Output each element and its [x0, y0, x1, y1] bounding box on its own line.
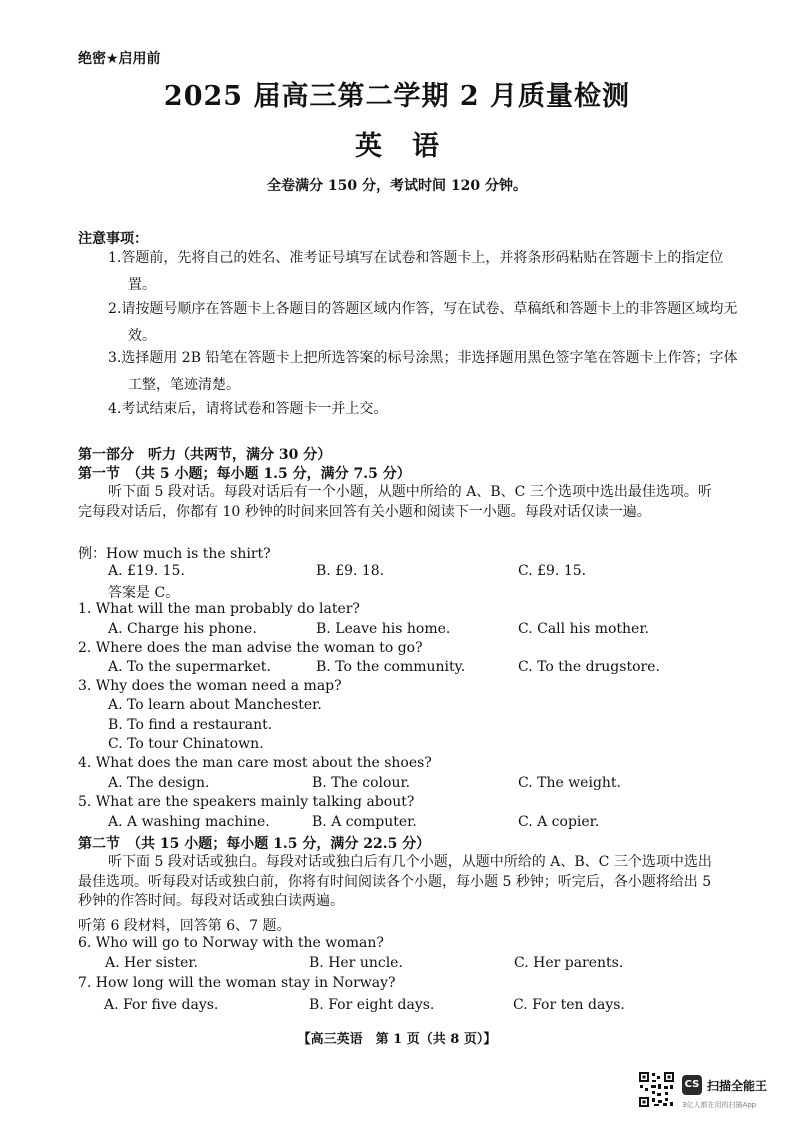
q6-option-a: A. Her sister. — [105, 955, 199, 971]
subject-title: 英语 — [355, 131, 469, 162]
camscanner-name: 扫描全能王 — [707, 1079, 768, 1093]
camscanner-tagline: 3亿人都在用的扫描App — [682, 1101, 757, 1109]
section2-heading: 第二节 （共 15 小题；每小题 1.5 分，满分 22.5 分） — [78, 836, 431, 852]
exam-title: 2025 届高三第二学期 2 月质量检测 — [163, 81, 631, 112]
section2-instructions: 听下面 5 段对话或独白。每段对话或独白后有几个小题，从题中所给的 A、B、C 三个选项中选出最佳选项。听每段对话或独白前，你将有时间阅读各个小题，每小题 5 秒钟；听完后，各小题将给出 5 秒钟的作答时间。每段对话或独白读两遍。 — [78, 854, 712, 909]
score-info: 全卷满分 150 分，考试时间 120 分钟。 — [267, 178, 527, 194]
question-3: 3. Why does the woman need a map? — [78, 678, 342, 694]
example-question: 例：How much is the shirt? — [78, 546, 271, 562]
notice-item: 4.考试结束后，请将试卷和答题卡一并上交。 — [108, 401, 388, 417]
material-note: 听第 6 段材料，回答第 6、7 题。 — [78, 918, 291, 934]
question-7: 7. How long will the woman stay in Norway? — [78, 975, 396, 991]
q2-option-b: B. To the community. — [316, 659, 466, 675]
q5-option-a: A. A washing machine. — [108, 814, 270, 830]
notice-item: 1.答题前，先将自己的姓名、准考证号填写在试卷和答题卡上，并将条形码粘贴在答题卡上的指定位置。 — [108, 250, 724, 293]
example-option-a: A. £19. 15. — [108, 563, 185, 579]
question-4: 4. What does the man care most about the shoes? — [78, 755, 432, 771]
q6-option-c: C. Her parents. — [514, 955, 624, 971]
q4-option-a: A. The design. — [108, 775, 210, 791]
q3-option-c: C. To tour Chinatown. — [108, 736, 264, 752]
example-option-b: B. £9. 18. — [316, 563, 385, 579]
notice-item: 2.请按题号顺序在答题卡上各题目的答题区域内作答，写在试卷、草稿纸和答题卡上的非答题区域均无效。 — [108, 301, 738, 344]
q2-option-a: A. To the supermarket. — [108, 659, 271, 675]
section1-instructions: 听下面 5 段对话。每段对话后有一个小题，从题中所给的 A、B、C 三个选项中选出最佳选项。听完每段对话后，你都有 10 秒钟的时间来回答有关小题和阅读下一小题。每段对话仅读一遍。 — [78, 484, 712, 520]
q2-option-c: C. To the drugstore. — [518, 659, 660, 675]
q6-option-b: B. Her uncle. — [309, 955, 403, 971]
q7-option-a: A. For five days. — [104, 997, 219, 1013]
notice-heading: 注意事项： — [78, 231, 148, 247]
example-answer: 答案是 C。 — [108, 585, 180, 601]
page-footer: 【高三英语 第 1 页（共 8 页）】 — [297, 1032, 497, 1047]
section1-heading: 第一节 （共 5 小题；每小题 1.5 分，满分 7.5 分） — [78, 466, 411, 482]
q3-option-b: B. To find a restaurant. — [108, 717, 273, 733]
q4-option-c: C. The weight. — [518, 775, 622, 791]
q1-option-a: A. Charge his phone. — [108, 621, 257, 637]
question-5: 5. What are the speakers mainly talking about? — [78, 794, 415, 810]
camscanner-logo-icon: CS — [682, 1075, 702, 1095]
q3-option-a: A. To learn about Manchester. — [108, 697, 322, 713]
q4-option-b: B. The colour. — [312, 775, 411, 791]
question-2: 2. Where does the man advise the woman to go? — [78, 640, 423, 656]
example-option-c: C. £9. 15. — [518, 563, 587, 579]
q5-option-b: B. A computer. — [312, 814, 417, 830]
question-1: 1. What will the man probably do later? — [78, 601, 360, 617]
confidential-label: 绝密★启用前 — [78, 51, 161, 67]
part1-heading: 第一部分 听力（共两节，满分 30 分） — [78, 447, 332, 463]
q5-option-c: C. A copier. — [518, 814, 600, 830]
question-6: 6. Who will go to Norway with the woman? — [78, 935, 384, 951]
q1-option-b: B. Leave his home. — [316, 621, 451, 637]
q7-option-c: C. For ten days. — [513, 997, 625, 1013]
notice-item: 3.选择题用 2B 铅笔在答题卡上把所选答案的标号涂黑；非选择题用黑色签字笔在答题卡上作答；字体工整，笔迹清楚。 — [108, 350, 738, 393]
q1-option-c: C. Call his mother. — [518, 621, 649, 637]
qr-code-icon — [638, 1071, 675, 1108]
q7-option-b: B. For eight days. — [309, 997, 435, 1013]
